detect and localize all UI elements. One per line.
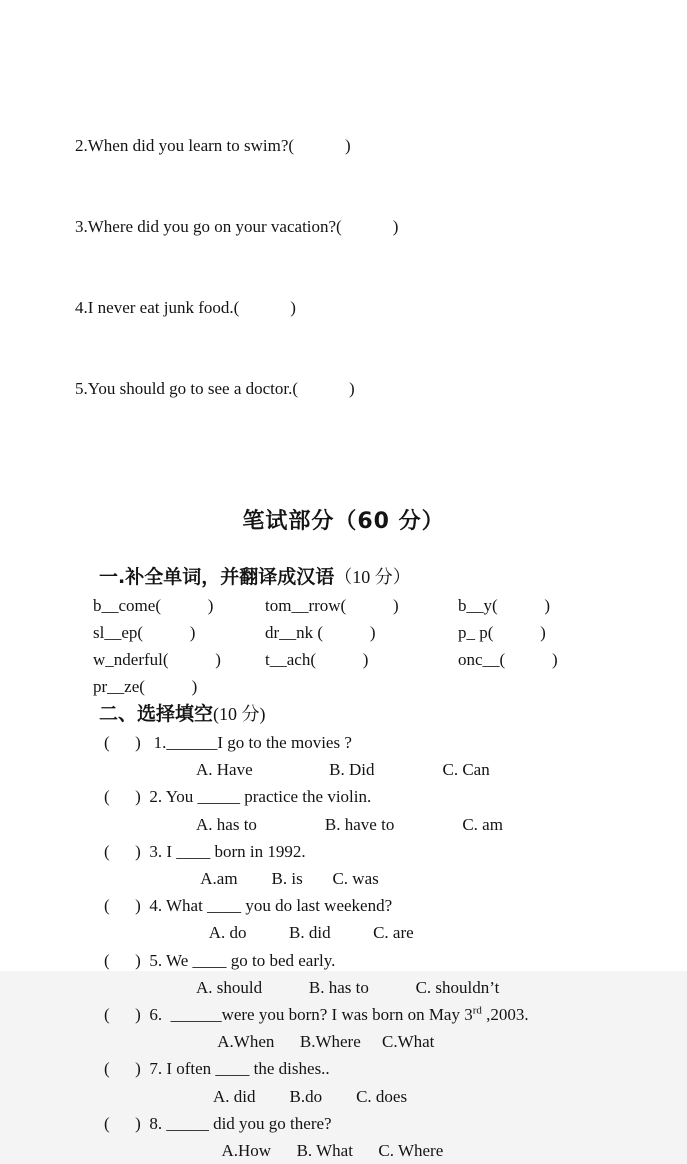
question-block [104,1001,687,1055]
question-stem: ( ) 3. I ____ born in 1992. [104,841,306,861]
question-stem-text: ,2003. [481,1005,529,1025]
question-options: A.When B.Where C.What [196,1032,435,1052]
word-row [93,673,687,700]
question-block [104,1055,687,1109]
question-stem: ( ) 1.______I go to the movies ? [104,733,352,752]
question-block [104,947,687,1001]
question-options: A. should B. has to C. shouldn’t [196,977,500,997]
question-options: A.How B. What C. Where [196,1141,444,1161]
question-stem: ( ) 2. You _____ practice the violin. [104,787,372,807]
question-stem-text: ( ) 6. ______were you born? I was born on May 3 [104,1005,473,1025]
question-block [104,729,687,783]
question-options: A. has to B. have to C. am [196,814,503,834]
written-part-title: 笔试部分（60 分） [242,509,445,534]
section2-heading-score: (10 分) [213,704,266,724]
question-stem: ( ) 5. We ____ go to bed early. [104,950,336,970]
question-options: A. did B.do C. does [196,1086,408,1106]
word-blank: pr__ze( ) [93,677,198,696]
listening-line: 4.I never eat junk food.( ) [75,298,296,317]
question-options: A. Have B. Did C. Can [196,760,490,780]
section1-heading-score: （10 分） [334,567,411,587]
question-stem: ( ) 8. _____ did you go there? [104,1113,332,1133]
question-block [104,783,687,837]
listening-line: 5.You should go to see a doctor.( ) [75,379,355,398]
ordinal-superscript: rd [472,1004,482,1017]
word-row [93,646,687,673]
listening-items-section [0,0,687,456]
word-blank: dr__nk ( ) [265,623,376,642]
section2-heading-label: 二、选择填空 [99,703,214,725]
word-row [93,619,687,646]
question-block [104,892,687,946]
word-completion-grid [0,592,687,700]
word-blank: w_nderful( ) [93,650,221,669]
question-stem [104,1001,687,1028]
section2-heading [0,700,687,729]
multiple-choice-questions [0,729,687,1164]
word-blank: tom__rrow( ) [265,596,399,615]
question-block [104,1110,687,1164]
listening-line: 3.Where did you go on your vacation?( ) [75,217,399,236]
word-blank: b__y( ) [458,596,551,615]
section1-heading [0,563,687,592]
word-row [93,592,687,619]
word-blank: onc__( ) [458,650,558,669]
question-options: A.am B. is C. was [196,869,379,889]
question-options: A. do B. did C. are [196,923,414,943]
word-blank: b__come( ) [93,596,214,615]
question-block [104,838,687,892]
question-stem: ( ) 4. What ____ you do last weekend? [104,896,393,916]
section1-heading-label: 一.补全单词，并翻译成汉语 [99,566,335,588]
listening-line: 2.When did you learn to swim?( ) [75,136,351,155]
word-blank: t__ach( ) [265,650,369,669]
word-blank: p_ p( ) [458,623,546,642]
word-blank: sl__ep( ) [93,623,196,642]
question-stem: ( ) 7. I often ____ the dishes.. [104,1059,330,1079]
